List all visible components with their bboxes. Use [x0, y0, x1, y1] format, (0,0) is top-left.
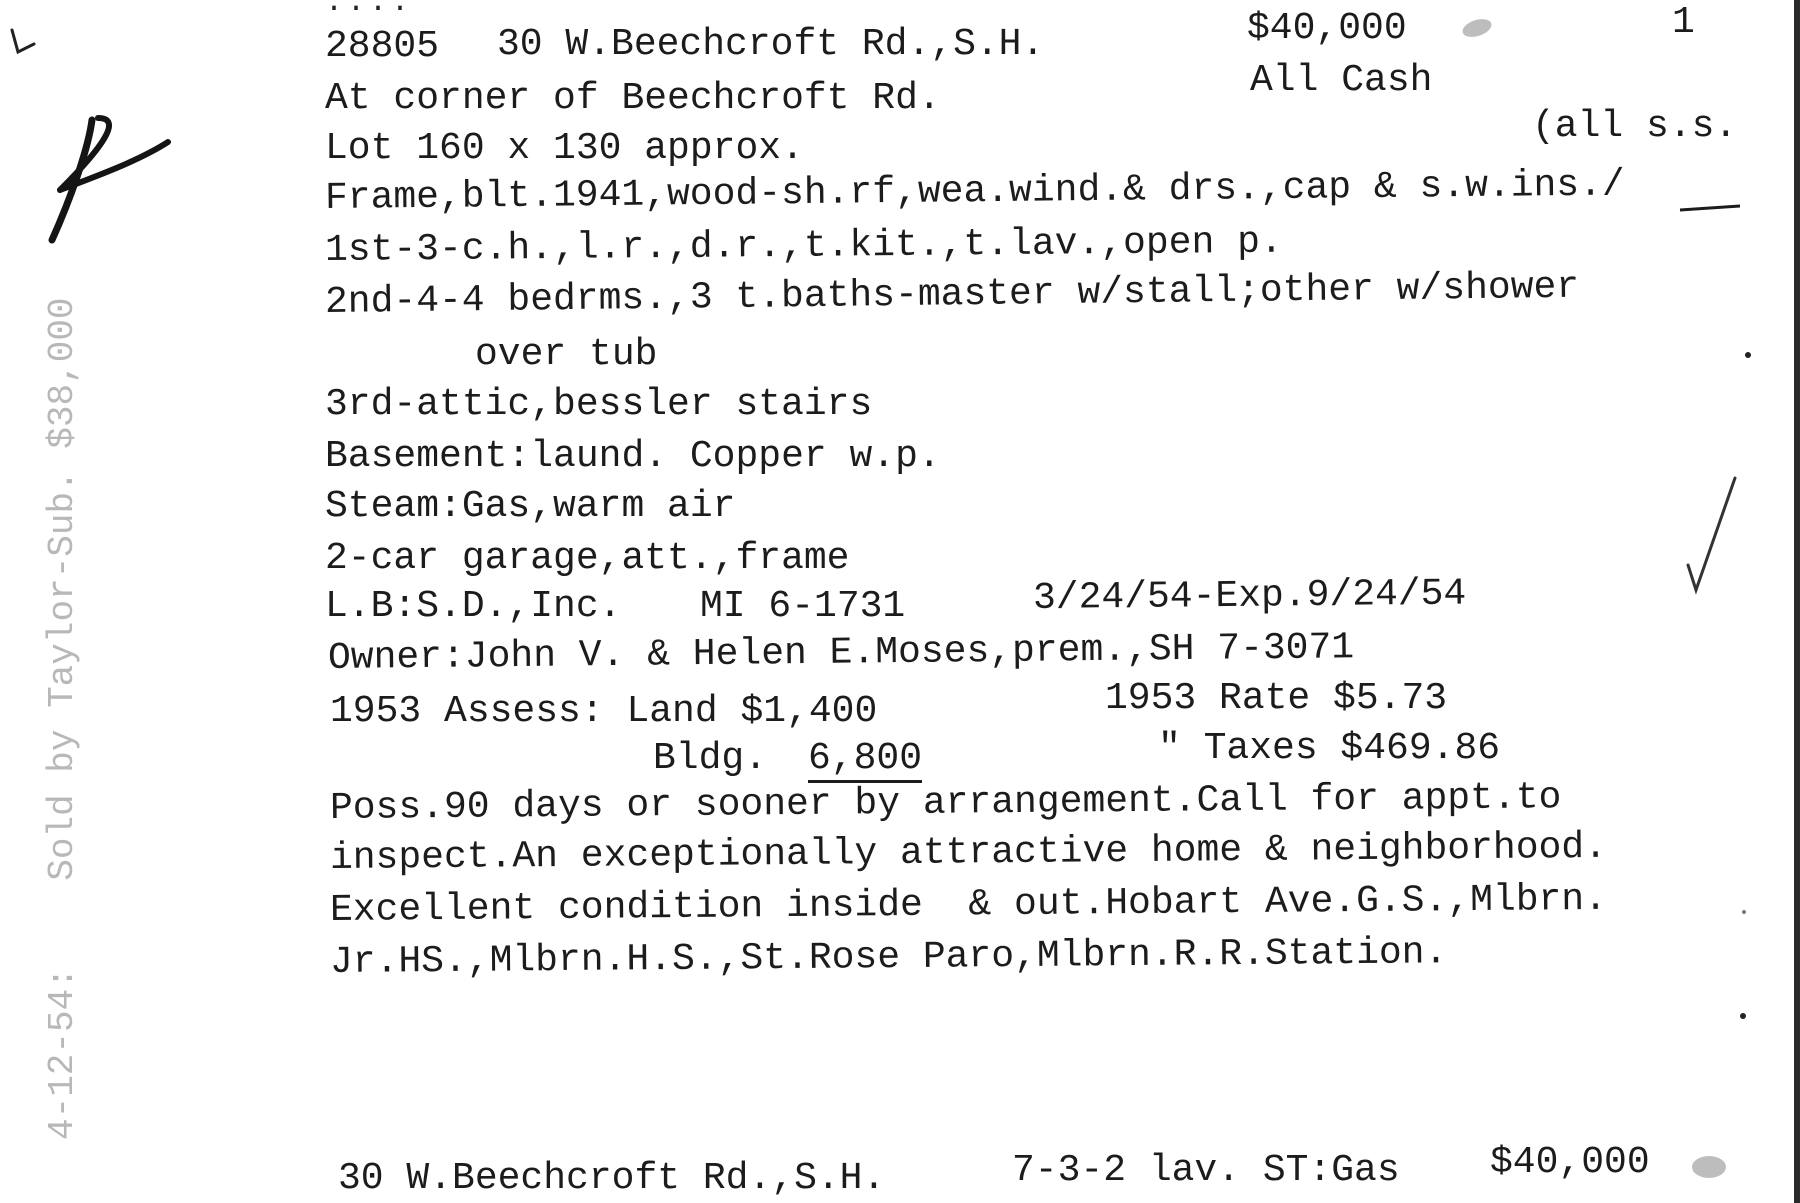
corner-tick-icon	[12, 30, 34, 52]
lot-size: Lot 160 x 130 approx.	[325, 127, 804, 170]
footer-price: $40,000	[1490, 1141, 1650, 1184]
handwritten-initial-icon	[52, 118, 168, 240]
listing-id: 28805	[325, 25, 440, 68]
third-floor: 3rd-attic,bessler stairs	[325, 383, 873, 426]
footer-summary: 7-3-2 lav. ST:Gas	[1012, 1149, 1400, 1192]
remarks-line: Excellent condition inside & out.Hobart Ave.G.S.,Mlbrn.	[329, 877, 1608, 932]
card-edge-shadow	[1794, 0, 1800, 1203]
construction-line: Frame,blt.1941,wood-sh.rf,wea.wind.& drs.,cap & s.w.ins./	[324, 163, 1625, 220]
ink-smudge	[1692, 1156, 1726, 1178]
footer-address: 30 W.Beechcroft Rd.,S.H.	[338, 1157, 886, 1200]
payment-terms: All Cash	[1250, 59, 1433, 102]
checkmark-icon	[1688, 478, 1735, 590]
taxes: " Taxes $469.86	[1158, 727, 1501, 770]
location-line: At corner of Beechcroft Rd.	[325, 77, 941, 120]
owner-line: Owner:John V. & Helen E.Moses,prem.,SH 7-3071	[327, 626, 1355, 680]
remarks-line: Poss.90 days or sooner by arrangement.Call for appt.to	[329, 776, 1562, 830]
remarks-line: Jr.HS.,Mlbrn.H.S.,St.Rose Paro,Mlbrn.R.R.Station.	[329, 931, 1448, 984]
assessment-building-label: Bldg.	[653, 737, 768, 780]
second-floor-continued: over tub	[475, 333, 658, 376]
remarks-line: inspect.An exceptionally attractive home & neighborhood.	[329, 825, 1608, 880]
heating: Steam:Gas,warm air	[325, 485, 736, 528]
first-floor: 1st-3-c.h.,l.r.,d.r.,t.kit.,t.lav.,open p.	[324, 220, 1283, 272]
stray-mark	[1740, 1013, 1746, 1019]
listing-price: $40,000	[1247, 7, 1407, 50]
ink-smudge	[1460, 16, 1493, 40]
sold-stamp: 4-12-54: Sold by Taylor-Sub. $38,000	[42, 297, 83, 1140]
listing-broker: L.B:S.D.,Inc.	[325, 585, 622, 628]
listing-address: 30 W.Beechcroft Rd.,S.H.	[497, 23, 1045, 66]
tax-rate: 1953 Rate $5.73	[1105, 677, 1448, 720]
second-floor: 2nd-4-4 bedrms.,3 t.baths-master w/stall;other w/shower	[324, 265, 1580, 324]
underline-mark	[1680, 206, 1740, 210]
listing-dates: 3/24/54-Exp.9/24/54	[1032, 572, 1467, 620]
stray-mark	[1742, 910, 1746, 914]
top-dots: ....	[325, 0, 414, 20]
stray-mark	[1745, 352, 1751, 358]
garage: 2-car garage,att.,frame	[325, 537, 850, 580]
assessment-building-value: 6,800	[808, 740, 922, 783]
page-number: 1	[1672, 1, 1695, 44]
basement: Basement:laund. Copper w.p.	[325, 435, 941, 478]
screens-note: (all s.s.	[1532, 105, 1738, 148]
assessment-land: 1953 Assess: Land $1,400	[330, 690, 878, 733]
broker-phone: MI 6-1731	[700, 585, 906, 628]
